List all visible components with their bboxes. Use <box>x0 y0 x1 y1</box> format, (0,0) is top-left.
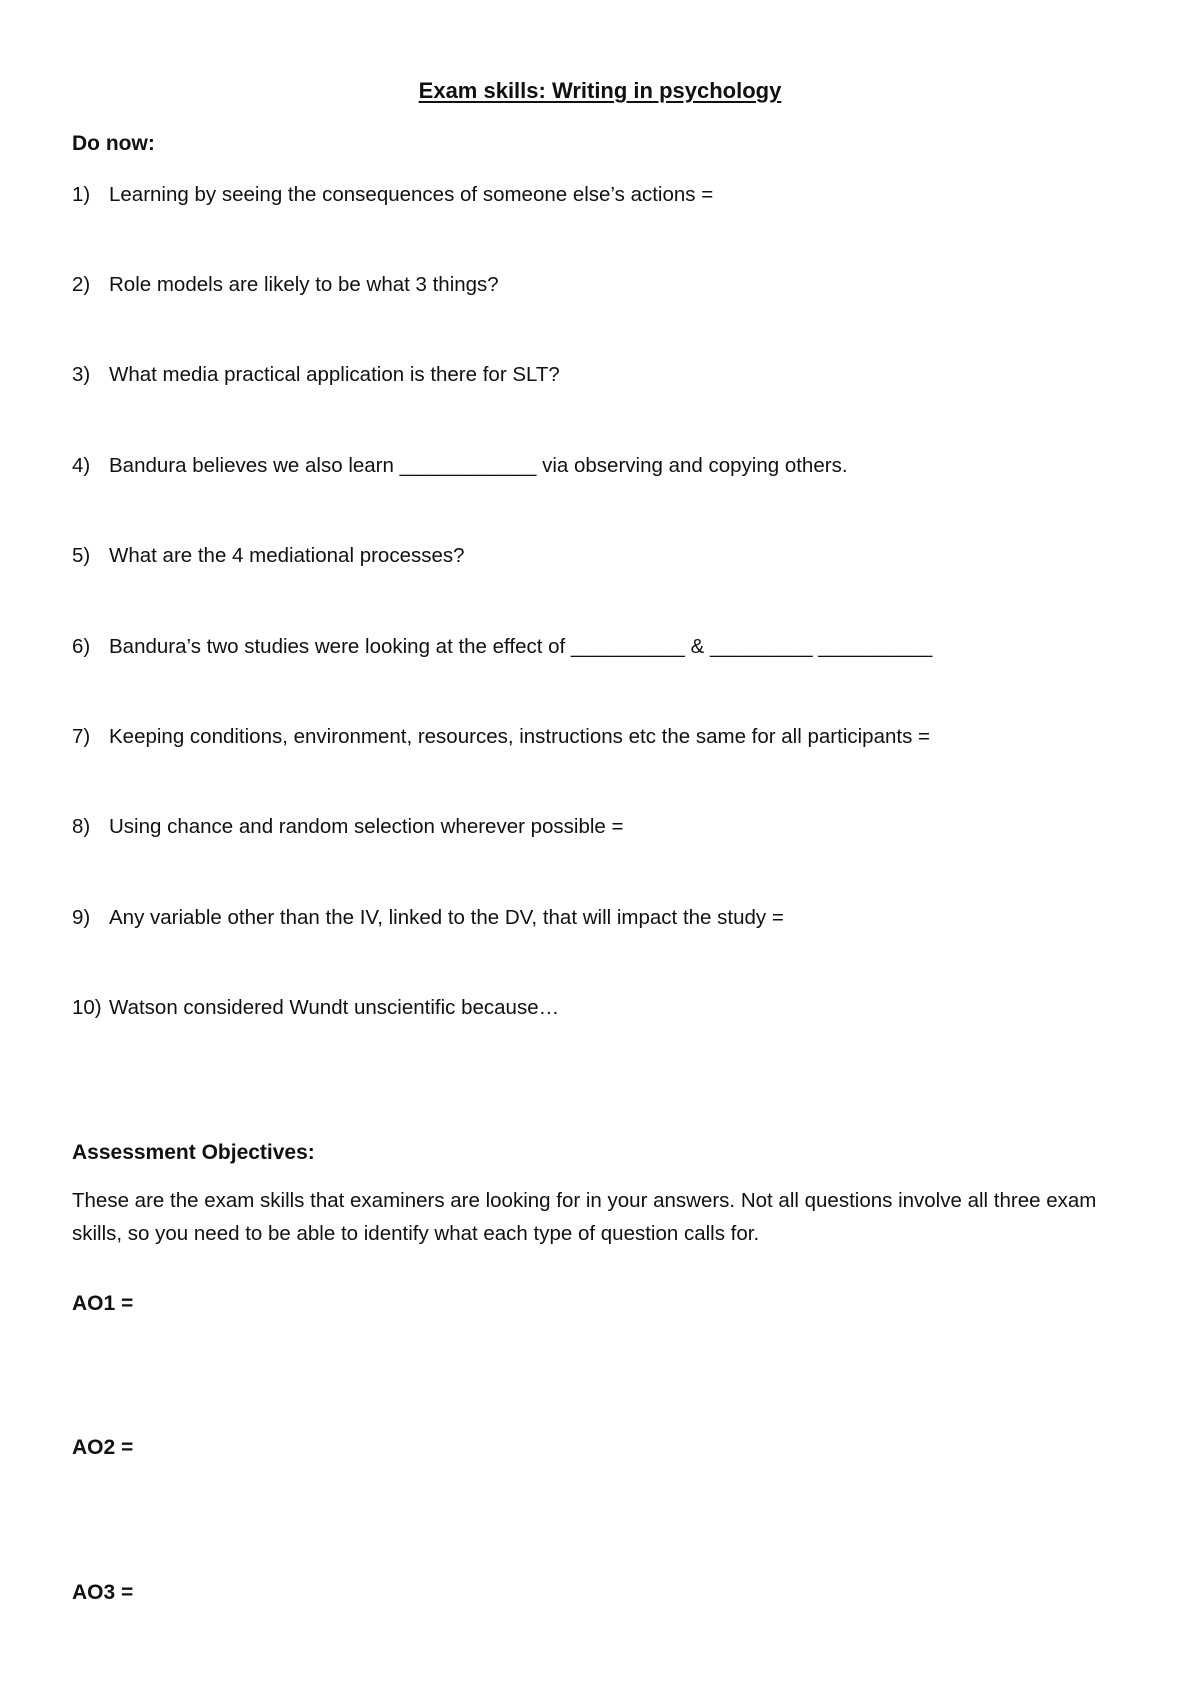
question-2 <box>72 273 499 297</box>
question-6 <box>72 635 932 659</box>
question-number: 2) <box>72 273 91 296</box>
question-text: Bandura’s two studies were looking at the effect of __________ & _________ __________ <box>109 635 933 658</box>
question-3 <box>72 363 560 387</box>
question-4 <box>72 454 848 478</box>
question-8 <box>72 815 624 839</box>
question-number: 5) <box>72 544 91 567</box>
ao1-label: AO1 = <box>72 1292 134 1315</box>
question-number: 3) <box>72 363 91 386</box>
question-text: Any variable other than the IV, linked to the DV, that will impact the study = <box>109 906 784 929</box>
question-number: 9) <box>72 906 91 929</box>
question-text: Role models are likely to be what 3 things? <box>109 273 499 296</box>
ao3-label: AO3 = <box>72 1581 134 1604</box>
assessment-objectives-paragraph: These are the exam skills that examiners are looking for in your answers. Not all questions involve all three exam skills, so you need to be able to identify what each type of question calls for. <box>72 1189 1097 1245</box>
question-text: What are the 4 mediational processes? <box>109 544 465 567</box>
question-7 <box>72 725 930 749</box>
question-text: Learning by seeing the consequences of someone else’s actions = <box>109 183 714 206</box>
question-text: Bandura believes we also learn ____________ via observing and copying others. <box>109 454 848 477</box>
question-number: 1) <box>72 183 91 206</box>
question-5 <box>72 544 465 568</box>
do-now-heading: Do now: <box>72 132 155 155</box>
question-number: 7) <box>72 725 91 748</box>
question-number: 6) <box>72 635 91 658</box>
question-text: Keeping conditions, environment, resources, instructions etc the same for all participants = <box>109 725 930 748</box>
question-number: 8) <box>72 815 91 838</box>
question-number: 10) <box>72 996 102 1019</box>
assessment-objectives-heading: Assessment Objectives: <box>72 1141 315 1164</box>
ao2-label: AO2 = <box>72 1436 134 1459</box>
question-10 <box>72 996 559 1020</box>
question-9 <box>72 906 784 930</box>
question-1 <box>72 183 713 207</box>
page-title: Exam skills: Writing in psychology <box>418 78 782 103</box>
question-text: Watson considered Wundt unscientific because… <box>109 996 560 1019</box>
question-text: What media practical application is there for SLT? <box>109 363 560 386</box>
question-text: Using chance and random selection wherever possible = <box>109 815 624 838</box>
question-number: 4) <box>72 454 91 477</box>
